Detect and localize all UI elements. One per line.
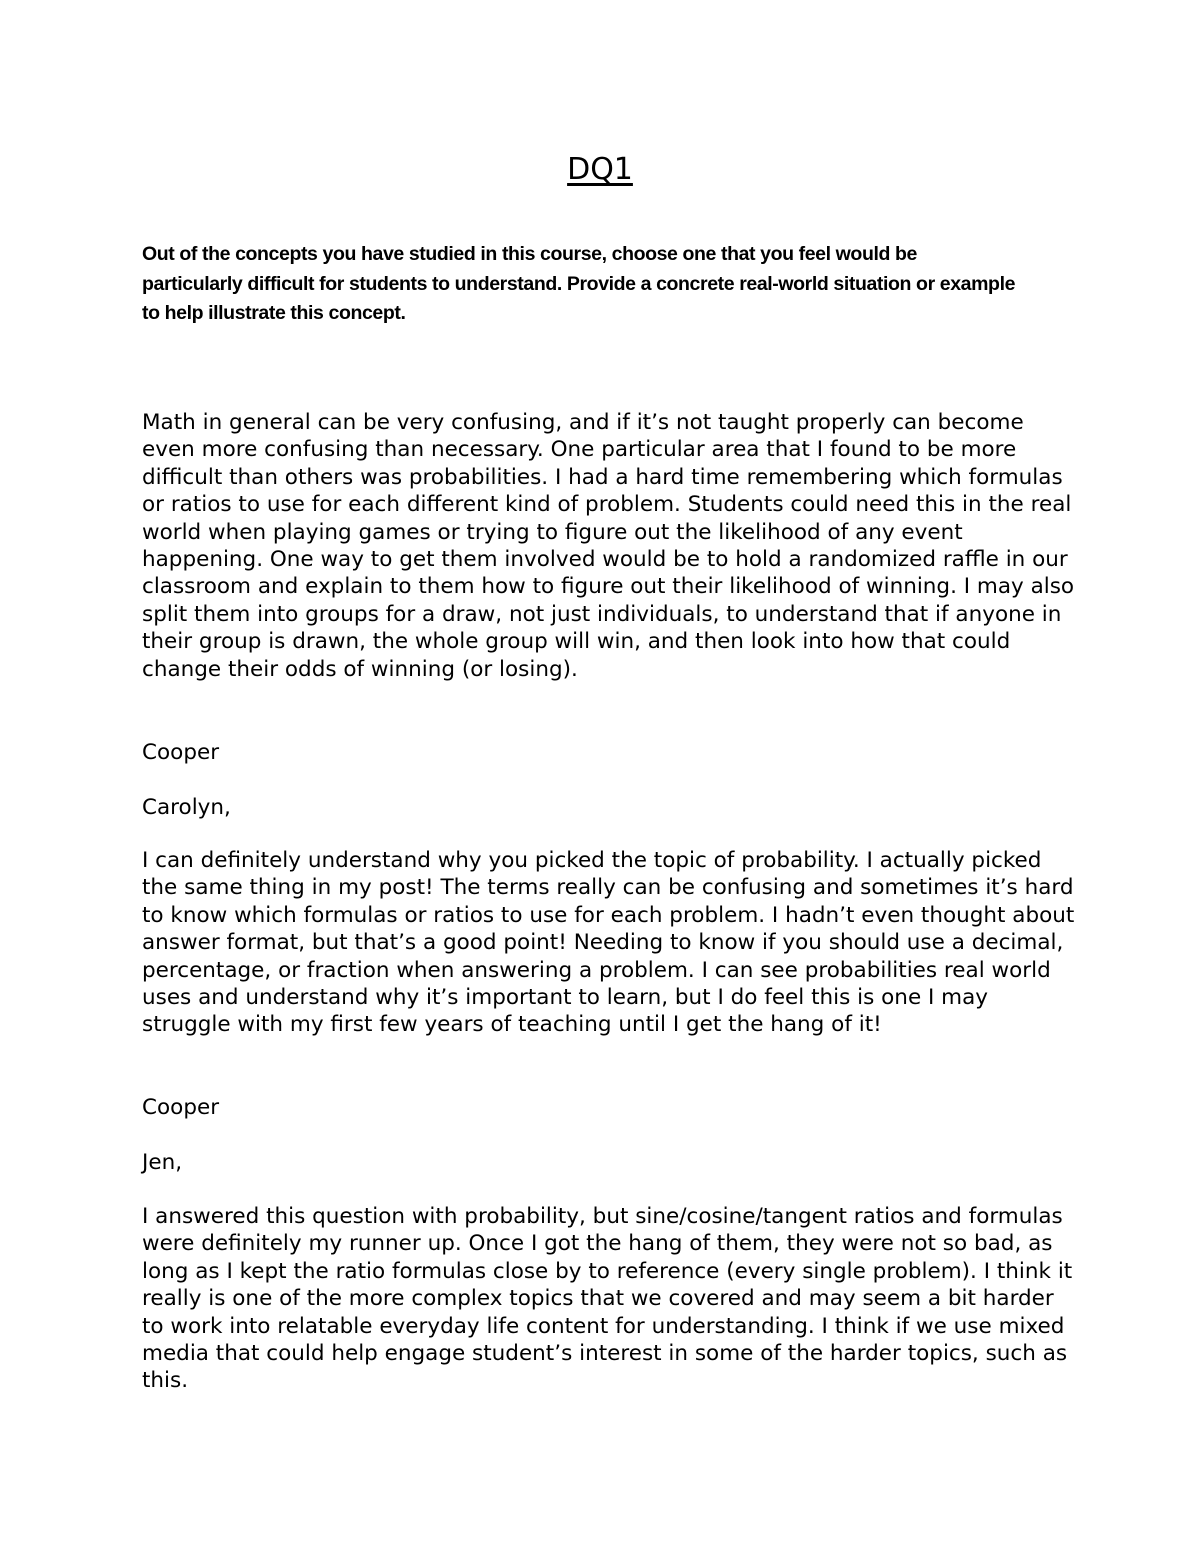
discussion-prompt: Out of the concepts you have studied in this course, choose one that you feel would be particularly difficult for students to understand. Provide a concrete real-world situation or example to help illustrate this concept.: [142, 243, 1016, 324]
signature-2: Cooper: [142, 1095, 220, 1120]
reply-1-paragraph: I can definitely understand why you picked the topic of probability. I actually picked the same thing in my post! The terms really can be confusing and sometimes it’s hard to know which formulas or ratios to use for each problem. I hadn’t even thought about answer format, but that’s a good point! Needing to know if you should use a decimal, percentage, or fraction when answering a problem. I can see probabilities real world uses and understand why it’s important to learn, but I do feel this is one I may struggle with my first few years of teaching until I get the hang of it!: [142, 848, 1075, 1038]
reply-1-salutation: Carolyn,: [142, 795, 231, 820]
reply-2-salutation: Jen,: [142, 1150, 183, 1175]
initial-post-paragraph: Math in general can be very confusing, and if it’s not taught properly can become even more confusing than necessary. One particular area that I found to be more difficult than others was probabilities. I had a hard time remembering which formulas or ratios to use for each different kind of problem. Students could need this in the real world when playing games or trying to figure out the likelihood of any event happening. One way to get them involved would be to hold a randomized raffle in our classroom and explain to them how to figure out their likelihood of winning. I may also split them into groups for a draw, not just individuals, to understand that if anyone in their group is drawn, the whole group will win, and then look into how that could change their odds of winning (or losing).: [142, 410, 1075, 682]
document-title: DQ1: [567, 152, 633, 187]
reply-2-paragraph: I answered this question with probability, but sine/cosine/tangent ratios and formulas were definitely my runner up. Once I got the hang of them, they were not so bad, as long as I kept the ratio formulas close by to reference (every single problem). I think it really is one of the more complex topics that we covered and may seem a bit harder to work into relatable everyday life content for understanding. I think if we use mixed media that could help engage student’s interest in some of the harder topics, such as this.: [142, 1204, 1073, 1394]
signature-1: Cooper: [142, 740, 220, 765]
